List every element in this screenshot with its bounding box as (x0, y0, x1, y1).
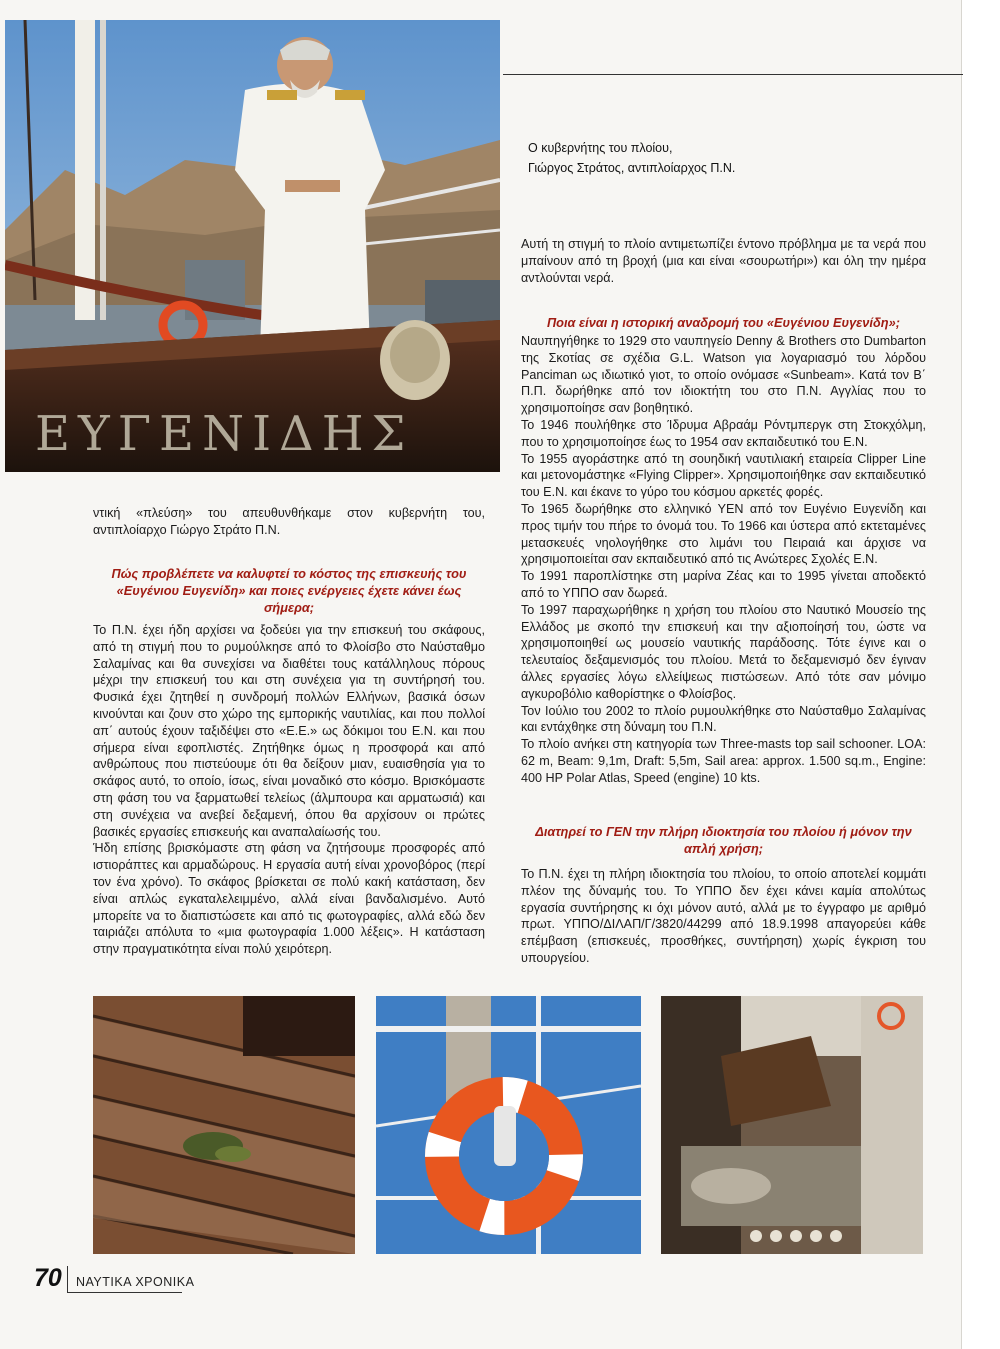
answer-history-p7: Τον Ιούλιο του 2002 το πλοίο ρυμουλκήθηκε στο Ναύσταθμο Σαλαμίνας και εντάχθηκε στη δύναμη του Π.Ν. (521, 703, 926, 735)
answer-history-p6: Το 1997 παραχωρήθηκε η χρήση του πλοίου στο Ναυτικό Μουσείο της Ελλάδος με σκοπό την επισκευή και την αξιοποίησή του, ώστε να χρησιμοποιηθεί ως μουσείο ναυτικής παράδοσης. Τότε έγινε και ο τελευταίος δεξαμενισμός του πλοίου. Μετά το δεξαμενισμό δεν έγιναν άλλες εργασίες λόγω ελλείψεως πιστώσεων. Από τότε σαν μόνιμο αγκυροβόλιο καθορίστηκε ο Φλοίσβος. (521, 602, 926, 701)
right-intro: Αυτή τη στιγμή το πλοίο αντιμετωπίζει έντονο πρόβλημα με τα νερά που μπαίνουν από τη βροχή (μια και είναι «σουρωτήρι») και όλη την ημέρα αντλούνται νερά. (521, 237, 926, 285)
bow-lettering: ΕΥΓΕΝΙΔΗΣ (35, 406, 414, 462)
photo-caption (528, 138, 735, 178)
answer-history-p1: Ναυπηγήθηκε το 1929 στο ναυπηγείο Denny & Brothers στο Dumbarton της Σκοτίας σε σχέδια G.L. Watson για λογαριασμό του λόρδου Panciman ως ιδιωτικό γιοτ, το οποίο ονόμασε «Sunbeam». Κατά τον Β΄ Π.Π. δωρήθηκε από τον ιδιοκτήτη του στο Π.Ν. Αγγλίας που το χρησιμοποίησε σαν βοηθητικό. (521, 334, 926, 416)
answer-history-p8: Το πλοίο ανήκει στη κατηγορία των Three-masts top sail schooner. LOA: 62 m, Beam: 9,1m, Draft: 5,5m, Sail area: approx. 1.500 sq.m., Engine: 400 HP Polar Atlas, Speed (engine) 10 kts. (521, 737, 926, 785)
question-ownership: Διατηρεί το ΓΕΝ την πλήρη ιδιοκτησία του πλοίου ή μόνον την απλή χρήση; (535, 824, 912, 856)
answer-history-p3: Το 1955 αγοράστηκε από τη σουηδική ναυτιλιακή εταιρεία Clipper Line και μετονομάστηκε «Flying Clipper». Χρησιμοποιήθηκε σαν εκπαιδευτικό του Ε.Ν. και έκανε το γύρο του κόσμου αρκετές φορές. (521, 451, 926, 500)
left-intro: ντική «πλεύση» του απευθυνθήκαμε στον κυβερνήτη του, αντιπλοίαρχο Γιώργο Στράτο Π.Ν. (93, 506, 485, 537)
answer-ownership: Το Π.Ν. έχει τη πλήρη ιδιοκτησία του πλοίου, το οποίο αποτελεί κομμάτι πλέον της δύναμής του. Το ΥΠΠΟ δεν έχει κάνει καμία απολύτως εργασία συντήρησης κι όχι μόνον αυτό, αλλά με το έγγραφο με αριθμό πρωτ. ΥΠΠΟ/ΔΙΛΑΠ/Γ/3820/44299 από 18.9.1998 απαγορεύει κάθε επέμβαση (επισκευές, προσθήκες, συντήρηση) χωρίς έγκριση του υπουργείου. (521, 867, 926, 965)
page-edge (961, 0, 1000, 1349)
footer-separator (67, 1266, 68, 1292)
answer-history-p2: Το 1946 πουλήθηκε στο Ίδρυμα Αβραάμ Ρόντμπεργκ στη Στοκχόλμη, που το χρησιμοποίησε έως το 1954 σαν εκπαιδευτικό του Ε.Ν. (521, 417, 926, 449)
hero-photo (5, 20, 500, 472)
caption-line-1: Ο κυβερνήτης του πλοίου, (528, 141, 673, 155)
footer-underline (67, 1292, 182, 1293)
answer-history-p4: Το 1965 δωρήθηκε στο ελληνικό ΥΕΝ από τον Ευγένιο Ευγενίδη και προς τιμήν του πήρε το όνομά του. Το 1966 και ύστερα από εκτεταμένες μετασκευές νηολογήθηκε στο λιμάνι του Πειραιά και άρχισε να χρησιμοποιείται σαν εκπαιδευτικό από τις Ανώτερες Σχολές Ε.Ν. (521, 501, 926, 567)
interior-photo (661, 996, 923, 1254)
question-cost: Πώς προβλέπετε να καλυφτεί το κόστος της επισκευής του «Ευγένιου Ευγενίδη» και ποιες ενέργειες έχετε κάνει έως σήμερα; (111, 566, 467, 615)
magazine-title: ΝΑΥΤΙΚΑ ΧΡΟΝΙΚΑ (76, 1275, 195, 1289)
lifebuoy-photo (376, 996, 641, 1254)
answer-cost-p2: Ήδη επίσης βρισκόμαστε στη φάση να ζητήσουμε προσφορές από ιστιοράπτες και αρμαδώρους. Η εργασία αυτή είναι χρονοβόρος (περί τον ένα χρόνο). Το σκάφος βρίσκεται σε πολύ κακή κατάσταση, δεν είναι απλώς εγκαταλελειμμένο, αλλά είναι βανδαλισμένο. Αυτό μπορείτε να το διαπιστώσετε και από τις φωτογραφίες, αλλά εδώ δεν ταιριάζει απόλυτα το «μια φωτογραφία 1.000 λέξεις». Η κατάσταση στην πραγματικότητα είναι πολύ χειρότερη. (93, 841, 485, 957)
question-history: Ποια είναι η ιστορική αναδρομή του «Ευγένιου Ευγενίδη»; (547, 315, 900, 330)
caption-line-2: Γιώργος Στράτος, αντιπλοίαρχος Π.Ν. (528, 161, 736, 175)
answer-history-p5: Το 1991 παροπλίστηκε στη μαρίνα Ζέας και το 1995 γίνεται αποδεκτό από το ΥΠΠΟ σαν δωρεά. (521, 569, 926, 600)
answer-cost (93, 622, 485, 958)
top-rule (503, 74, 963, 75)
answer-cost-p1: Το Π.Ν. έχει ήδη αρχίσει να ξοδεύει για την επισκευή του σκάφους, από τη στιγμή που το ρυμούλκησε από το Φλοίσβο στο Ναύσταθμο Σαλαμίνας και θα συνεχίσει να διαθέτει τους κατάλληλους πόρους μέχρι την επισκευή του και στη συνέχεια για τη συντήρησή του. Φυσικά έχει ζητηθεί η συνδρομή πολλών Ελλήνων, βασικά όσων κινούνται και ζουν στο χώρο της εμπορικής ναυτιλίας, και που πολλοί απ΄ αυτούς έχουν ταξιδέψει στο «Ε.Ε.» ως δόκιμοι του Ε.Ν. και που σήμερα είναι εφοπλιστές. Ζητήθηκε όμως η προσφορά και από ανθρώπους που πιστεύουμε ότι θα δείξουν μιαν, ευαισθησία για το σκάφος αυτό, το οποίο, ίσως, είναι μοναδικό στο κόσμο. Βρισκόμαστε στη φάση του να ξαρματωθεί τελείως (άλμπουρα και αρματωσιά) και στη συνέχεια να ανεβεί δεξαμενή, όπου θα αρχίσουν οι πρώτες βασικές εργασίες επισκευής και αναπαλαίωσής του. (93, 623, 485, 839)
page-number: 70 (34, 1264, 62, 1292)
answer-history (521, 333, 926, 787)
deck-photo (93, 996, 355, 1254)
